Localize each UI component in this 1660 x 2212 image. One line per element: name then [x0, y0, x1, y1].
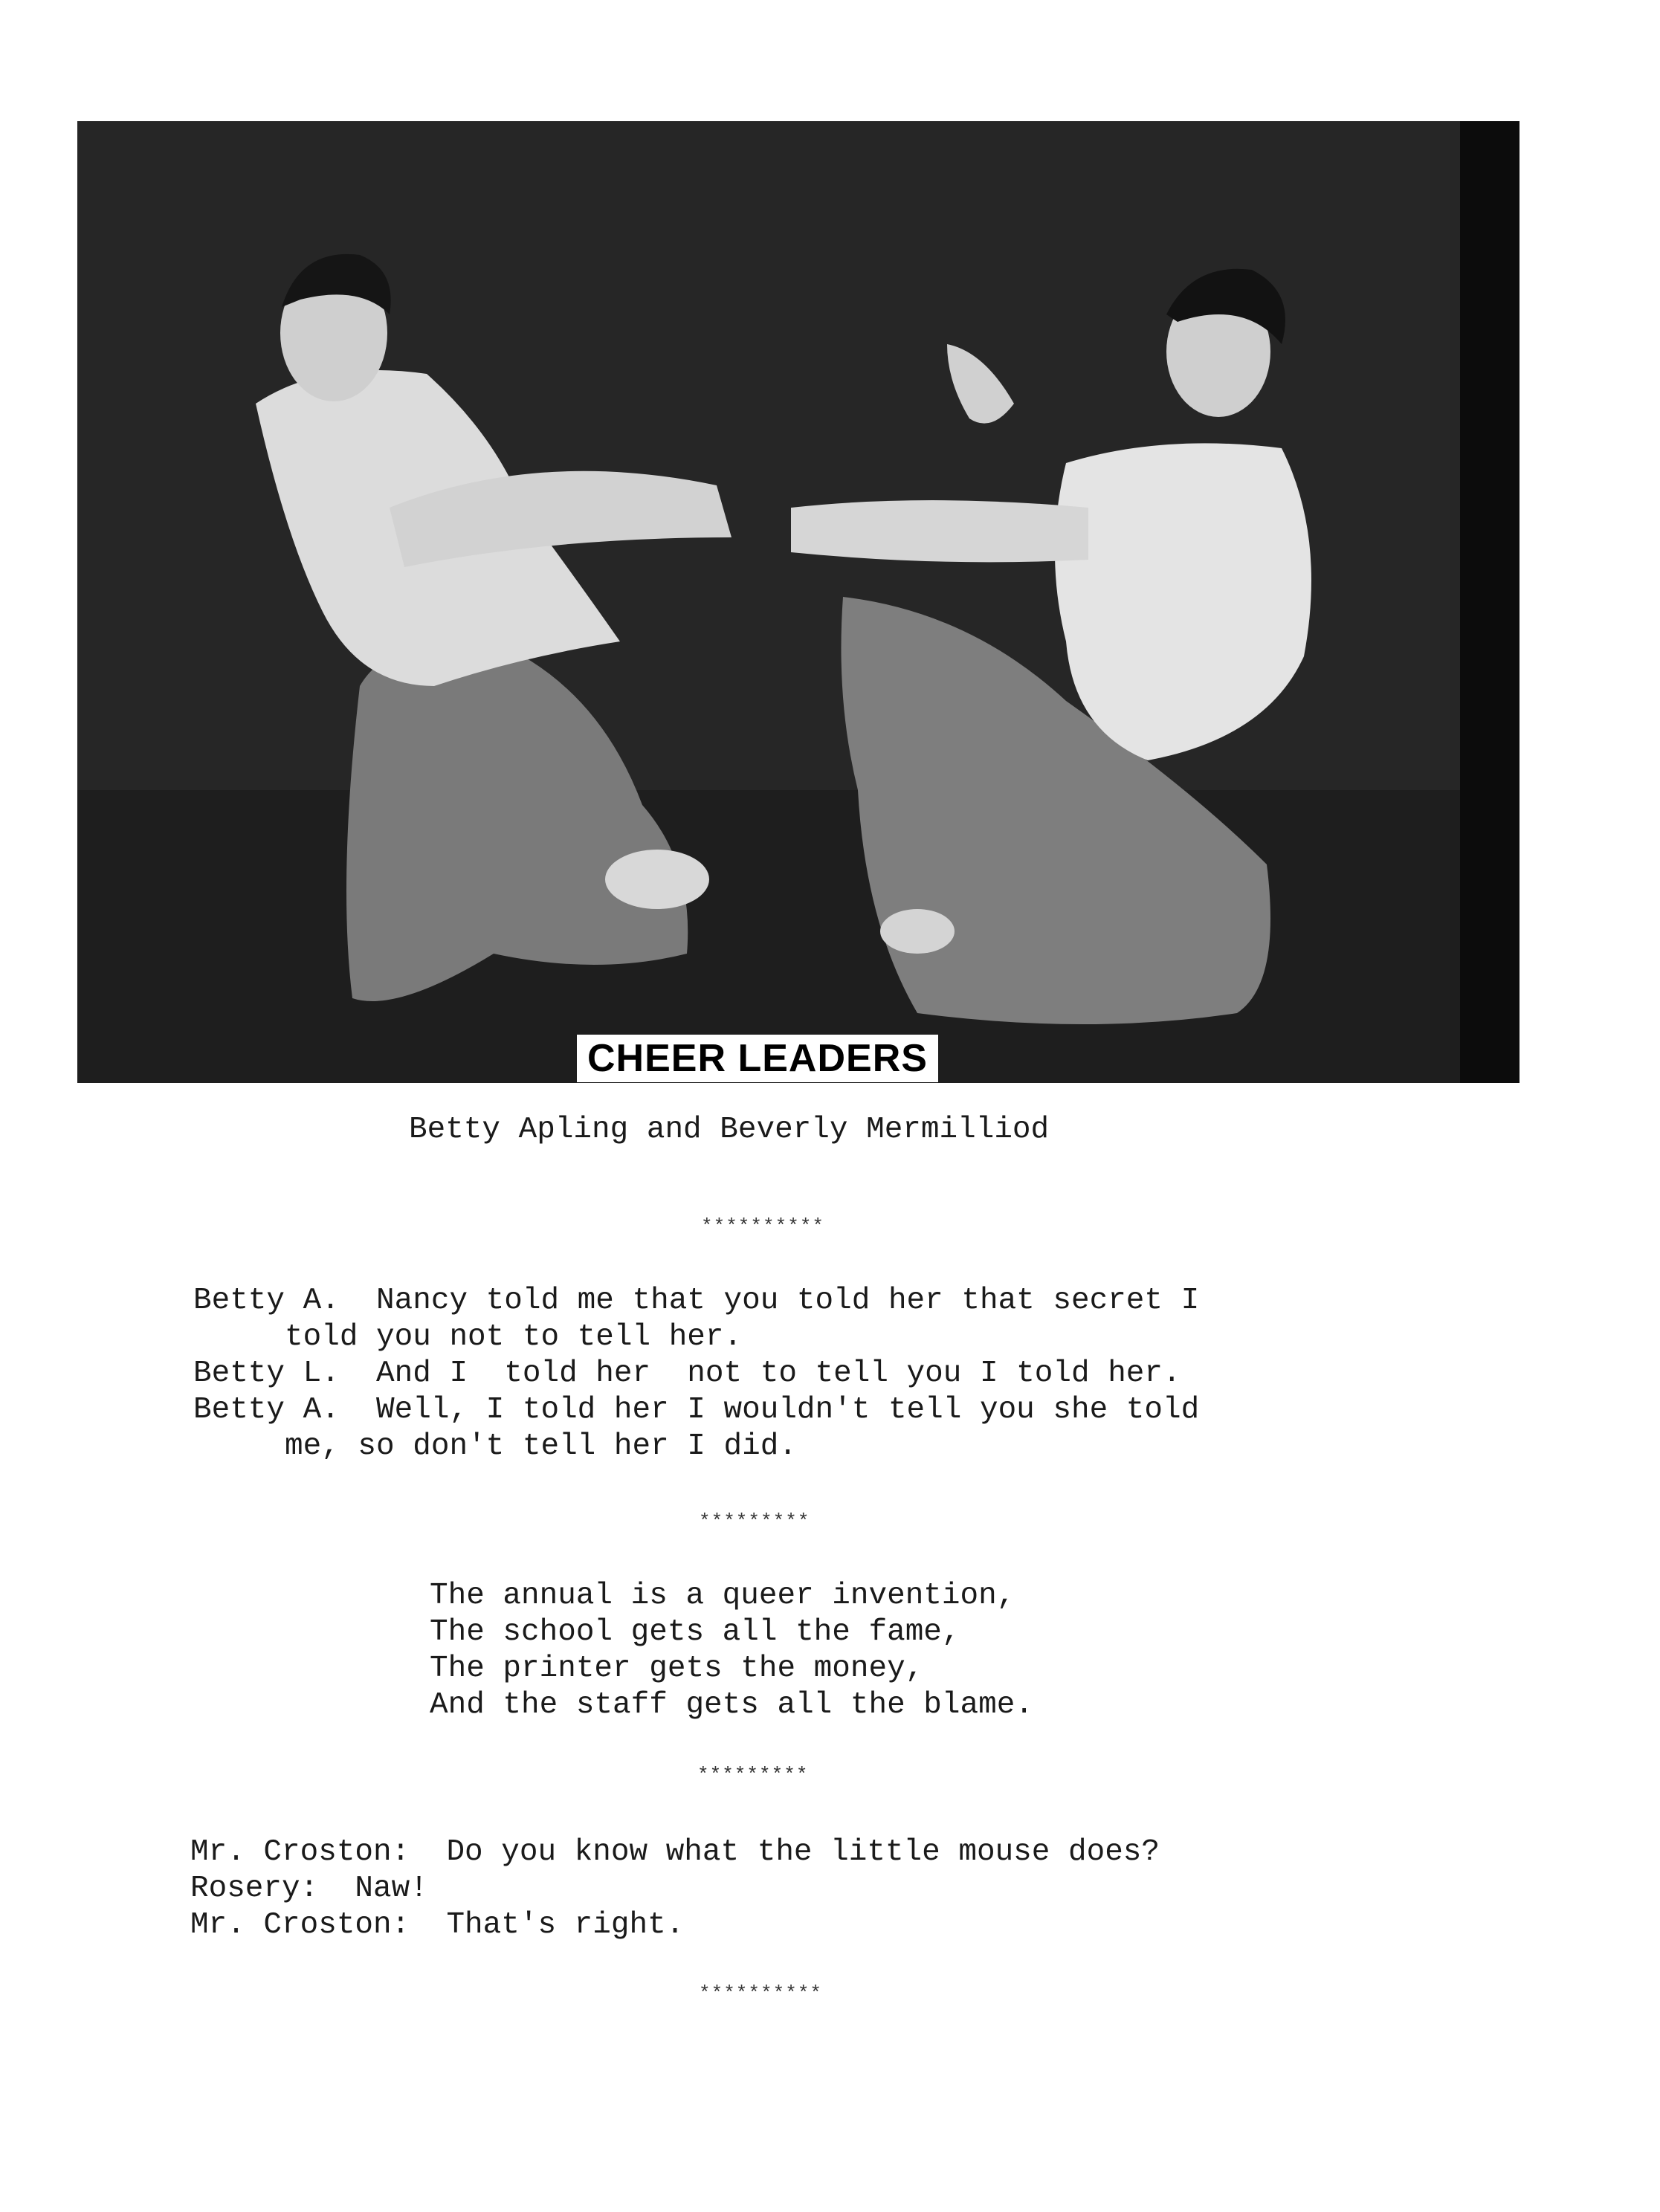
photo-label: CHEER LEADERS	[577, 1035, 938, 1082]
poem-line: The school gets all the fame,	[430, 1615, 960, 1649]
poem-line: The printer gets the money,	[430, 1652, 924, 1686]
poem-line: The annual is a queer invention,	[430, 1579, 1015, 1613]
divider: **********	[701, 1215, 825, 1238]
divider: *********	[697, 1764, 809, 1786]
joke1-line: Betty A. Well, I told her I wouldn't tell you she told	[193, 1393, 1200, 1427]
joke2-line: Rosery: Naw!	[190, 1872, 428, 1906]
poem-line: And the staff gets all the blame.	[430, 1688, 1033, 1722]
cheerleaders-photo-illustration	[77, 121, 1519, 1083]
joke1-line: told you not to tell her.	[193, 1320, 743, 1354]
divider: **********	[699, 1982, 823, 2005]
joke1-line: Betty L. And I told her not to tell you I told her.	[193, 1356, 1181, 1391]
joke2-line: Mr. Croston: Do you know what the little mouse does?	[190, 1835, 1160, 1869]
joke1-line: me, so don't tell her I did.	[193, 1429, 797, 1464]
cheerleaders-photo	[77, 121, 1519, 1083]
divider: *********	[699, 1510, 810, 1533]
photo-caption: Betty Apling and Beverly Mermilliod	[409, 1113, 1050, 1147]
joke2-line: Mr. Croston: That's right.	[190, 1908, 685, 1942]
joke1-line: Betty A. Nancy told me that you told her that secret I	[193, 1284, 1200, 1318]
